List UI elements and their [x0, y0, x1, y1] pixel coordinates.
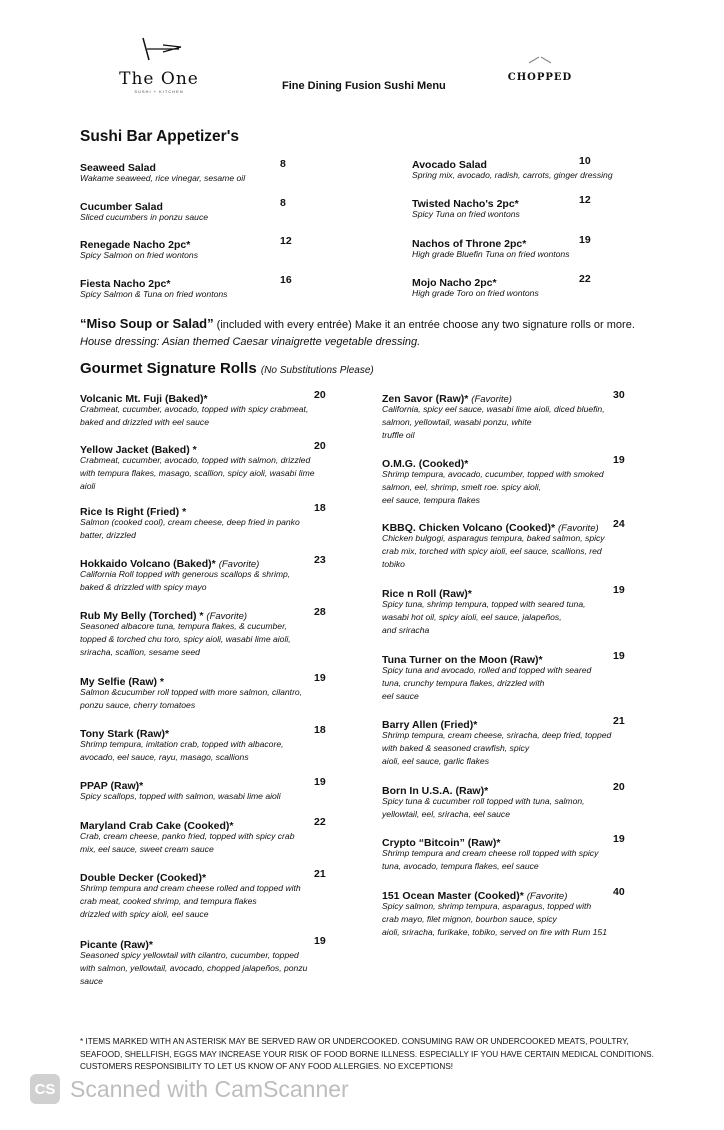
item-description: wasabi hot oil, spicy aioli, eel sauce, jalapeños,	[382, 612, 562, 622]
item-price: 19	[613, 650, 625, 662]
item-description: crab mix, torched with spicy aioli, eel sauce, scallions, red	[382, 546, 602, 556]
item-description: aioli	[80, 481, 96, 491]
item-name-text: KBBQ. Chicken Volcano (Cooked)*	[382, 522, 556, 534]
item-description: ponzu sauce, cherry tomatoes	[80, 700, 196, 710]
menu-item	[80, 389, 326, 429]
item-description: Spring mix, avocado, radish, carrots, ginger dressing	[412, 170, 613, 180]
item-favorite-tag: (Favorite)	[206, 611, 248, 622]
item-description: Crabmeat, cucumber, avocado, topped with salmon, drizzled	[80, 455, 311, 465]
item-name-text: My Selfie (Raw) *	[80, 676, 165, 688]
menu-item	[80, 197, 286, 224]
rolls-title-text: Gourmet Signature Rolls	[80, 360, 257, 377]
item-description: topped & torched chu toro, spicy aioli, wasabi lime aioli,	[80, 634, 291, 644]
item-favorite-tag: (Favorite)	[471, 394, 512, 405]
item-description: salmon, yellowtail, wasabi ponzu, white	[382, 417, 532, 427]
item-description: with tempura flakes, masago, scallion, spicy aioli, wasabi lime	[80, 468, 315, 478]
menu-item	[80, 158, 286, 185]
item-description: Spicy scallops, topped with salmon, wasabi lime aioli	[80, 791, 281, 801]
item-price: 21	[314, 868, 326, 880]
item-name-text: Crypto “Bitcoin” (Raw)*	[382, 837, 501, 849]
item-name	[382, 588, 472, 600]
menu-item	[80, 554, 326, 594]
camscanner-watermark	[30, 1074, 349, 1104]
item-description: drizzled with spicy aioli, eel sauce	[80, 909, 209, 919]
item-price: 8	[280, 197, 286, 209]
item-description: Shrimp tempura, imitation crab, topped with albacore,	[80, 739, 284, 749]
menu-item	[80, 816, 326, 856]
item-name-text: Twisted Nacho's 2pc*	[412, 198, 519, 210]
item-name-text: Barry Allen (Fried)*	[382, 719, 478, 731]
item-price: 8	[280, 158, 286, 170]
item-description: with salmon, yellowtail, avocado, chopped jalapeños, ponzu	[80, 963, 308, 973]
item-description: Shrimp tempura and cream cheese rolled and topped with	[80, 883, 301, 893]
item-description: Spicy tuna, shrimp tempura, topped with seared tuna,	[382, 599, 586, 609]
menu-item	[80, 724, 326, 764]
item-description: batter, drizzled	[80, 530, 136, 540]
item-description: yellowtail, eel, sriracha, eel sauce	[382, 809, 511, 819]
item-description: High grade Bluefin Tuna on fried wontons	[412, 249, 570, 259]
item-name	[80, 201, 163, 213]
item-description: Shrimp tempura and cream cheese roll topped with spicy	[382, 848, 599, 858]
item-name	[412, 238, 526, 250]
item-name-text: Seaweed Salad	[80, 162, 156, 174]
item-name	[382, 393, 512, 405]
item-name-text: Yellow Jacket (Baked) *	[80, 444, 197, 456]
menu-item	[80, 868, 326, 921]
menu-item	[412, 273, 591, 300]
camscanner-text: Scanned with CamScanner	[70, 1075, 349, 1102]
item-name-text: Born In U.S.A. (Raw)*	[382, 785, 489, 797]
item-price: 19	[314, 672, 326, 684]
item-name-text: Picante (Raw)*	[80, 939, 153, 951]
item-name	[80, 780, 143, 792]
menu-item	[80, 440, 326, 493]
item-name	[412, 198, 519, 210]
miso-dressing: House dressing: Asian themed Caesar vinaigrette vegetable dressing.	[80, 336, 421, 348]
item-price: 18	[314, 502, 326, 514]
item-price: 20	[613, 781, 625, 793]
item-favorite-tag: (Favorite)	[526, 891, 568, 902]
item-name	[412, 159, 487, 171]
camscanner-icon: CS	[30, 1074, 60, 1104]
item-description: Spicy Tuna on fried wontons	[412, 209, 520, 219]
item-name	[382, 654, 543, 666]
item-price: 30	[613, 389, 625, 401]
allergy-disclaimer: * ITEMS MARKED WITH AN ASTERISK MAY BE SERVED RAW OR UNDERCOOKED. CONSUMING RAW OR UNDERCOOKED MEATS, POULTRY, SEAFOOD, SHELLFISH, EGGS MAY INCREASE YOUR RISK OF FOOD BORNE ILLNESS. ESPECIALLY IF YOU HAVE CERTAIN MEDICAL CONDITIONS. CUSTOMERS RESPONSIBILITY TO LET US KNOW OF ANY FOOD ALLERGIES. NO EXCEPTIONS!	[80, 1037, 654, 1071]
menu-item	[382, 650, 625, 703]
item-description: Seasoned albacore tuna, tempura flakes, & cucumber,	[80, 621, 287, 631]
logo-subtext: SUSHI + KITCHEN	[134, 89, 184, 94]
miso-quote: “Miso Soup or Salad”	[80, 316, 214, 331]
item-name-text: Tony Stark (Raw)*	[80, 728, 170, 740]
rolls-note: (No Substitutions Please)	[260, 365, 374, 376]
item-name	[80, 610, 247, 622]
item-price: 12	[579, 194, 591, 206]
chopped-text: CHOPPED	[507, 72, 573, 83]
item-favorite-tag: (Favorite)	[218, 559, 260, 570]
item-name	[80, 676, 164, 688]
item-name-text: Cucumber Salad	[80, 201, 163, 213]
item-description: California Roll topped with generous scallops & shrimp,	[80, 569, 291, 579]
menu-subtitle: Fine Dining Fusion Sushi Menu	[282, 80, 446, 92]
item-description: High grade Toro on fried wontons	[412, 288, 539, 298]
chopped-logo	[494, 52, 586, 83]
item-description: Sliced cucumbers in ponzu sauce	[80, 212, 209, 222]
item-description: aioli, eel sauce, garlic flakes	[382, 756, 489, 766]
item-name-text: Mojo Nacho 2pc*	[412, 277, 497, 289]
item-description: Spicy Salmon & Tuna on fried wontons	[80, 289, 228, 299]
item-description: crab meat, cooked shrimp, and tempura flakes	[80, 896, 257, 906]
item-description: aioli, sriracha, furikake, tobiko, served on fire with Rum 151	[382, 927, 607, 937]
item-name	[382, 837, 500, 849]
item-description: baked & drizzled with spicy mayo	[80, 582, 207, 592]
item-description: with baked & seasoned crawfish, spicy	[382, 743, 530, 753]
item-name	[80, 820, 233, 832]
item-description: Shrimp tempura, cream cheese, sriracha, deep fried, topped	[382, 730, 612, 740]
item-description: and sriracha	[382, 625, 430, 635]
item-price: 19	[613, 454, 625, 466]
item-name	[80, 239, 190, 251]
item-price: 19	[314, 776, 326, 788]
knives-icon	[525, 55, 555, 65]
miso-text: (included with every entrée) Make it an entrée choose any two signature rolls or more.	[213, 319, 635, 331]
item-name-text: Zen Savor (Raw)*	[382, 393, 469, 405]
item-price: 22	[579, 273, 591, 285]
item-name	[80, 162, 156, 174]
item-name	[80, 728, 169, 740]
item-name-text: Maryland Crab Cake (Cooked)*	[80, 820, 234, 832]
item-name-text: Avocado Salad	[412, 159, 487, 171]
item-name	[412, 277, 497, 289]
item-name	[382, 458, 468, 470]
item-price: 19	[579, 234, 591, 246]
item-description: Salmon (cooked cool), cream cheese, deep fried in panko	[80, 517, 300, 527]
item-description: Seasoned spicy yellowtail with cilantro, cucumber, topped	[80, 950, 299, 960]
menu-item	[412, 194, 591, 221]
menu-item	[382, 454, 625, 507]
item-description: Salmon &cucumber roll topped with more salmon, cilantro,	[80, 687, 303, 697]
item-description: Spicy salmon, shrimp tempura, asparagus, topped with	[382, 901, 592, 911]
item-favorite-tag: (Favorite)	[558, 523, 599, 534]
item-name	[382, 785, 488, 797]
menu-item	[80, 502, 326, 542]
item-price: 20	[314, 440, 326, 452]
item-name-text: Fiesta Nacho 2pc*	[80, 278, 171, 290]
item-name-text: Rice Is Right (Fried) *	[80, 506, 187, 518]
item-description: Shrimp tempura, avocado, cucumber, topped with smoked	[382, 469, 604, 479]
item-description: Chicken bulgogi, asparagus tempura, baked salmon, spicy	[382, 533, 605, 543]
item-name	[80, 393, 208, 405]
item-name	[80, 506, 186, 518]
item-name	[80, 444, 197, 456]
menu-item	[80, 274, 292, 301]
item-description: eel sauce, tempura flakes	[382, 495, 480, 505]
item-name-text: PPAP (Raw)*	[80, 780, 144, 792]
menu-item	[412, 155, 613, 182]
item-price: 21	[613, 715, 625, 727]
menu-item	[80, 935, 326, 988]
item-description: sriracha, scallion, sesame seed	[80, 647, 200, 657]
item-price: 24	[613, 518, 625, 530]
menu-item	[382, 833, 625, 873]
item-price: 23	[314, 554, 326, 566]
item-description: Spicy tuna & cucumber roll topped with tuna, salmon,	[382, 796, 585, 806]
item-description: Crab, cream cheese, panko fried, topped with spicy crab	[80, 831, 295, 841]
item-description: salmon, eel, shrimp, smelt roe. spicy aioli,	[382, 482, 542, 492]
item-description: tuna, avocado, tempura flakes, eel sauce	[382, 861, 539, 871]
item-name	[382, 522, 599, 534]
item-name	[80, 939, 153, 951]
item-price: 18	[314, 724, 326, 736]
item-description: sauce	[80, 976, 103, 986]
item-description: Wakame seaweed, rice vinegar, sesame oil	[80, 173, 246, 183]
item-description: Crabmeat, cucumber, avocado, topped with spicy crabmeat,	[80, 404, 309, 414]
item-description: baked and drizzled with eel sauce	[80, 417, 209, 427]
item-description: mix, eel sauce, sweet cream sauce	[80, 844, 214, 854]
item-description: tuna, crunchy tempura flakes, drizzled with	[382, 678, 545, 688]
item-price: 19	[613, 584, 625, 596]
item-name-text: Rice n Roll (Raw)*	[382, 588, 472, 600]
item-name-text: Volcanic Mt. Fuji (Baked)*	[80, 393, 208, 405]
menu-item	[382, 715, 625, 768]
item-name-text: 151 Ocean Master (Cooked)*	[382, 890, 524, 902]
menu-item	[80, 672, 326, 712]
item-name	[80, 278, 170, 290]
item-price: 16	[280, 274, 292, 286]
item-price: 10	[579, 155, 591, 167]
item-price: 40	[613, 886, 625, 898]
menu-item	[382, 389, 625, 442]
miso-note	[80, 315, 650, 351]
item-description: Spicy Salmon on fried wontons	[80, 250, 198, 260]
item-name-text: Renegade Nacho 2pc*	[80, 239, 191, 251]
item-price: 19	[613, 833, 625, 845]
menu-item	[80, 235, 292, 262]
menu-item	[382, 518, 625, 571]
item-price: 22	[314, 816, 326, 828]
item-description: eel sauce	[382, 691, 419, 701]
item-name	[382, 890, 567, 902]
item-price: 12	[280, 235, 292, 247]
rolls-title	[80, 360, 374, 377]
item-price: 19	[314, 935, 326, 947]
item-price: 20	[314, 389, 326, 401]
item-name-text: Hokkaido Volcano (Baked)*	[80, 558, 216, 570]
item-name-text: O.M.G. (Cooked)*	[382, 458, 469, 470]
item-name-text: Nachos of Throne 2pc*	[412, 238, 527, 250]
restaurant-logo	[104, 36, 214, 94]
item-name-text: Double Decker (Cooked)*	[80, 872, 207, 884]
item-name	[382, 719, 477, 731]
logo-name: The One	[119, 69, 199, 89]
fork-logo-icon	[129, 36, 189, 62]
item-description: tobiko	[382, 559, 405, 569]
menu-item	[80, 776, 326, 803]
item-description: avocado, eel sauce, rayu, masago, scallions	[80, 752, 249, 762]
menu-item	[382, 584, 625, 637]
item-name-text: Tuna Turner on the Moon (Raw)*	[382, 654, 543, 666]
item-name	[80, 872, 206, 884]
menu-item	[382, 886, 625, 939]
item-name-text: Rub My Belly (Torched) *	[80, 610, 204, 622]
item-description: truffle oil	[382, 430, 415, 440]
menu-item	[80, 606, 326, 659]
item-name	[80, 558, 259, 570]
item-description: Spicy tuna and avocado, rolled and topped with seared	[382, 665, 592, 675]
item-description: California, spicy eel sauce, wasabi lime aioli, diced bluefin,	[382, 404, 605, 414]
appetizers-title: Sushi Bar Appetizer's	[80, 128, 240, 145]
item-price: 28	[314, 606, 326, 618]
menu-item	[382, 781, 625, 821]
menu-item	[412, 234, 591, 261]
item-description: crab mayo, filet mignon, bourbon sauce, spicy	[382, 914, 557, 924]
